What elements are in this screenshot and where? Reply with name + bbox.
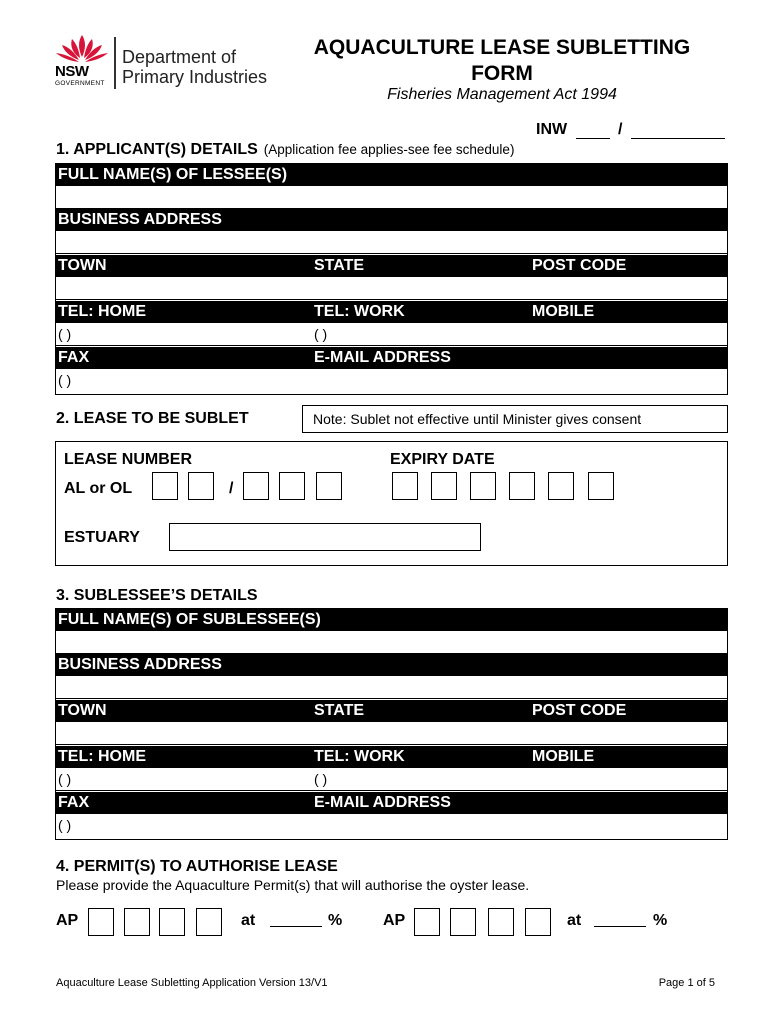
logo-government-text: GOVERNMENT	[55, 80, 105, 87]
logo-divider	[114, 37, 116, 89]
permit1-digit-3[interactable]	[159, 908, 185, 936]
town-state-postcode-header: TOWN STATE POST CODE	[56, 255, 727, 277]
permit2-percent-sign: %	[653, 912, 668, 929]
nsw-dpi-logo	[50, 33, 282, 93]
lease-number-digit-1[interactable]	[243, 472, 269, 500]
expiry-date-digit-1[interactable]	[392, 472, 418, 500]
sublessee-fax-email-field[interactable]: ( )	[58, 817, 72, 833]
permit2-ap-label: AP	[383, 912, 406, 929]
section4-heading: 4. PERMIT(S) TO AUTHORISE LEASE	[56, 858, 338, 875]
lease-number-label: LEASE NUMBER	[64, 451, 193, 468]
section1-note: (Application fee applies-see fee schedule)	[263, 142, 515, 157]
fax-email-field[interactable]: ( )	[58, 372, 72, 388]
section3-heading: 3. SUBLESSEE’S DETAILS	[56, 587, 258, 604]
inw-field-2[interactable]	[631, 124, 725, 139]
permit1-digit-1[interactable]	[88, 908, 114, 936]
form-title-line1: AQUACULTURE LEASE SUBLETTING	[313, 36, 691, 59]
town-state-postcode-field[interactable]	[56, 277, 727, 300]
lease-type-digit-2[interactable]	[188, 472, 214, 500]
footer-page-number: Page 1 of 5	[658, 977, 715, 989]
permit1-at-label: at	[241, 912, 256, 929]
sublessee-details-table	[55, 608, 728, 840]
permit1-ap-label: AP	[56, 912, 79, 929]
lease-number-digit-3[interactable]	[316, 472, 342, 500]
inw-separator: /	[618, 121, 623, 138]
lessee-names-header: FULL NAME(S) OF LESSEE(S)	[56, 164, 727, 186]
sublessee-fax-email-header: FAX E-MAIL ADDRESS	[56, 792, 727, 814]
estuary-input[interactable]	[169, 523, 481, 551]
waratah-icon	[54, 33, 110, 63]
business-address-field[interactable]	[56, 231, 727, 254]
telephone-header: TEL: HOME TEL: WORK MOBILE	[56, 301, 727, 323]
lessee-names-field[interactable]	[56, 186, 727, 209]
permit1-digit-4[interactable]	[196, 908, 222, 936]
permit1-percent-sign: %	[328, 912, 343, 929]
department-name: Department of Primary Industries	[122, 47, 268, 87]
sublet-note-box: Note: Sublet not effective until Minister gives consent	[302, 405, 728, 433]
expiry-date-digit-2[interactable]	[431, 472, 457, 500]
business-address-header: BUSINESS ADDRESS	[56, 209, 727, 231]
estuary-label: ESTUARY	[64, 529, 140, 546]
permit2-digit-4[interactable]	[525, 908, 551, 936]
sublessee-town-state-postcode-field[interactable]	[56, 722, 727, 745]
al-or-ol-label: AL or OL	[64, 480, 133, 497]
inw-reference	[536, 121, 725, 139]
permit2-digit-3[interactable]	[488, 908, 514, 936]
section2-heading: 2. LEASE TO BE SUBLET	[56, 410, 249, 427]
lease-number-slash: /	[229, 480, 234, 497]
applicant-details-table	[55, 163, 728, 395]
expiry-date-label: EXPIRY DATE	[390, 451, 495, 468]
permit2-percentage-field[interactable]	[594, 926, 646, 927]
lease-type-digit-1[interactable]	[152, 472, 178, 500]
expiry-date-digit-4[interactable]	[509, 472, 535, 500]
form-title-line2: FORM	[471, 62, 533, 85]
section4-instruction: Please provide the Aquaculture Permit(s) that will authorise the oyster lease.	[56, 877, 530, 893]
permit2-digit-2[interactable]	[450, 908, 476, 936]
expiry-date-digit-5[interactable]	[548, 472, 574, 500]
sublessee-business-address-header: BUSINESS ADDRESS	[56, 654, 727, 676]
sublessee-business-address-field[interactable]	[56, 676, 727, 699]
sublessee-names-header: FULL NAME(S) OF SUBLESSEE(S)	[56, 609, 727, 631]
logo-nsw-text: NSW	[55, 63, 89, 80]
fax-email-header: FAX E-MAIL ADDRESS	[56, 347, 727, 369]
lease-details-box	[55, 441, 728, 566]
footer-version: Aquaculture Lease Subletting Application Version 13/V1	[56, 977, 328, 989]
inw-label: INW	[536, 121, 568, 138]
sublessee-town-state-postcode-header: TOWN STATE POST CODE	[56, 700, 727, 722]
permit2-digit-1[interactable]	[414, 908, 440, 936]
permit1-digit-2[interactable]	[124, 908, 150, 936]
lease-number-digit-2[interactable]	[279, 472, 305, 500]
inw-field-1[interactable]	[576, 124, 610, 139]
telephone-field[interactable]: ( ) ( )	[56, 323, 727, 346]
section1-heading: 1. APPLICANT(S) DETAILS (Application fee applies-see fee schedule)	[56, 141, 515, 158]
sublessee-names-field[interactable]	[56, 631, 727, 654]
sublessee-telephone-header: TEL: HOME TEL: WORK MOBILE	[56, 746, 727, 768]
sublessee-telephone-field[interactable]: ( ) ( )	[56, 768, 727, 791]
form-subtitle: Fisheries Management Act 1994	[387, 86, 617, 103]
permit2-at-label: at	[567, 912, 582, 929]
permit1-percentage-field[interactable]	[270, 926, 322, 927]
expiry-date-digit-6[interactable]	[588, 472, 614, 500]
expiry-date-digit-3[interactable]	[470, 472, 496, 500]
